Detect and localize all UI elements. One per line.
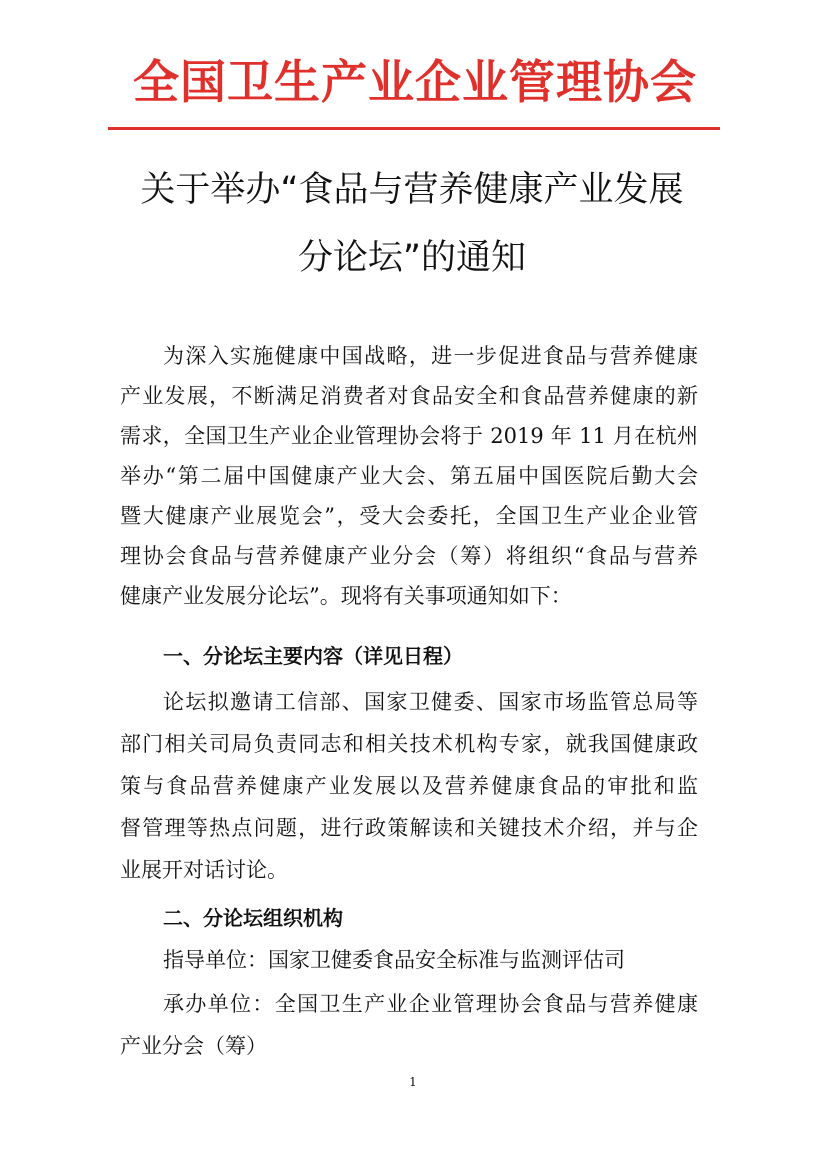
host-unit-line: 产业分会（筹） bbox=[120, 1034, 267, 1058]
guide-unit-line: 指导单位：国家卫健委食品安全标准与监测评估司 bbox=[163, 948, 625, 972]
intro-line: 暨大健康产业展览会”，受大会委托，全国卫生产业企业管 bbox=[120, 504, 698, 528]
host-unit-line: 承办单位：全国卫生产业企业管理协会食品与营养健康 bbox=[163, 992, 698, 1016]
section-2-heading: 二、分论坛组织机构 bbox=[163, 906, 343, 930]
intro-line: 为深入实施健康中国战略，进一步促进食品与营养健康 bbox=[163, 344, 698, 368]
section-1-line: 督管理等热点问题，进行政策解读和关键技术介绍，并与企 bbox=[120, 816, 698, 840]
section-1-line: 策与食品营养健康产业发展以及营养健康食品的审批和监 bbox=[120, 774, 698, 798]
org-letterhead: 全国卫生产业企业管理协会 bbox=[133, 55, 697, 109]
notice-title-line-1: 关于举办“食品与营养健康产业发展 bbox=[140, 170, 684, 210]
section-1-line: 部门相关司局负责同志和相关技术机构专家，就我国健康政 bbox=[120, 732, 698, 756]
intro-line: 产业发展，不断满足消费者对食品安全和食品营养健康的新 bbox=[120, 384, 698, 408]
intro-line: 健康产业发展分论坛”。现将有关事项通知如下： bbox=[120, 584, 572, 608]
page-number: 1 bbox=[409, 1075, 417, 1089]
section-1-line: 业展开对话讨论。 bbox=[120, 858, 288, 882]
intro-line: 需求，全国卫生产业企业管理协会将于 2019 年 11 月在杭州 bbox=[120, 424, 698, 448]
section-1-heading: 一、分论坛主要内容（详见日程） bbox=[163, 644, 463, 668]
intro-line: 理协会食品与营养健康产业分会（筹）将组织“食品与营养 bbox=[120, 544, 698, 568]
section-1-line: 论坛拟邀请工信部、国家卫健委、国家市场监管总局等 bbox=[163, 690, 698, 714]
intro-line: 举办“第二届中国健康产业大会、第五届中国医院后勤大会 bbox=[120, 464, 698, 488]
notice-title-line-2: 分论坛”的通知 bbox=[297, 238, 527, 278]
letterhead-divider bbox=[108, 127, 720, 130]
